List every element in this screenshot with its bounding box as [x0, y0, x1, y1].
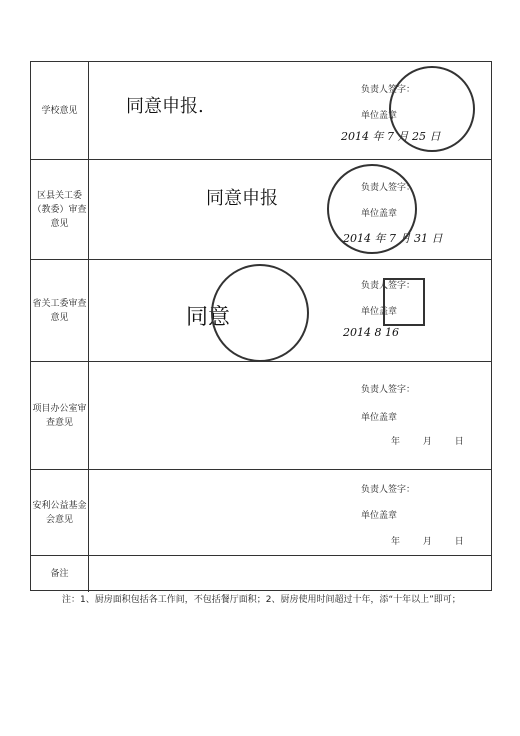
personal-seal-stamp [383, 278, 425, 326]
date-line [381, 434, 474, 447]
year-label: 年 [391, 437, 401, 447]
row-label: 安利公益基金会意见 [31, 470, 89, 555]
seal-label: 单位盖章 [361, 413, 398, 423]
row-province-opinion [31, 260, 491, 362]
seal-label: 单位盖章 [361, 111, 398, 121]
handwritten-date: 2014 年 7 月 25 日 [341, 130, 441, 143]
row-remarks [31, 556, 491, 592]
signature-label: 负责人签字： [361, 485, 416, 495]
seal-label: 单位盖章 [361, 511, 398, 521]
year-label: 年 [391, 537, 401, 547]
handwritten-date: 2014 8 16 [343, 326, 399, 339]
day-label: 日 [454, 437, 464, 447]
row-label: 区县关工委（教委）审查意见 [31, 160, 89, 259]
province-seal-stamp [211, 264, 309, 362]
row-school-opinion [31, 62, 491, 160]
seal-label: 单位盖章 [361, 307, 398, 317]
date-line [381, 534, 474, 547]
signature-label: 负责人签字： [361, 183, 416, 193]
handwritten-opinion: 同意申报. [126, 96, 204, 117]
month-label: 月 [422, 537, 432, 547]
approval-form [30, 61, 492, 591]
row-label: 省关工委审查意见 [31, 260, 89, 361]
row-project-office-opinion [31, 362, 491, 470]
county-seal-stamp [327, 164, 417, 254]
handwritten-opinion: 同意申报 [206, 188, 278, 209]
row-foundation-opinion [31, 470, 491, 556]
handwritten-date: 2014 年 7 月 31 日 [343, 232, 443, 245]
day-label: 日 [454, 537, 464, 547]
school-seal-stamp [389, 66, 475, 152]
row-county-opinion [31, 160, 491, 260]
signature-label: 负责人签字： [361, 385, 416, 395]
seal-label: 单位盖章 [361, 209, 398, 219]
row-label: 学校意见 [31, 62, 89, 159]
footnote: 注：1、厨房面积包括各工作间，不包括餐厅面积；2、厨房使用时间超过十年，添“十年以上”即可； [62, 595, 461, 605]
handwritten-opinion: 同意 [186, 305, 231, 330]
signature-label: 负责人签字： [361, 281, 416, 291]
row-label: 项目办公室审查意见 [31, 362, 89, 469]
row-label: 备注 [31, 556, 89, 592]
signature-label: 负责人签字： [361, 85, 416, 95]
month-label: 月 [422, 437, 432, 447]
